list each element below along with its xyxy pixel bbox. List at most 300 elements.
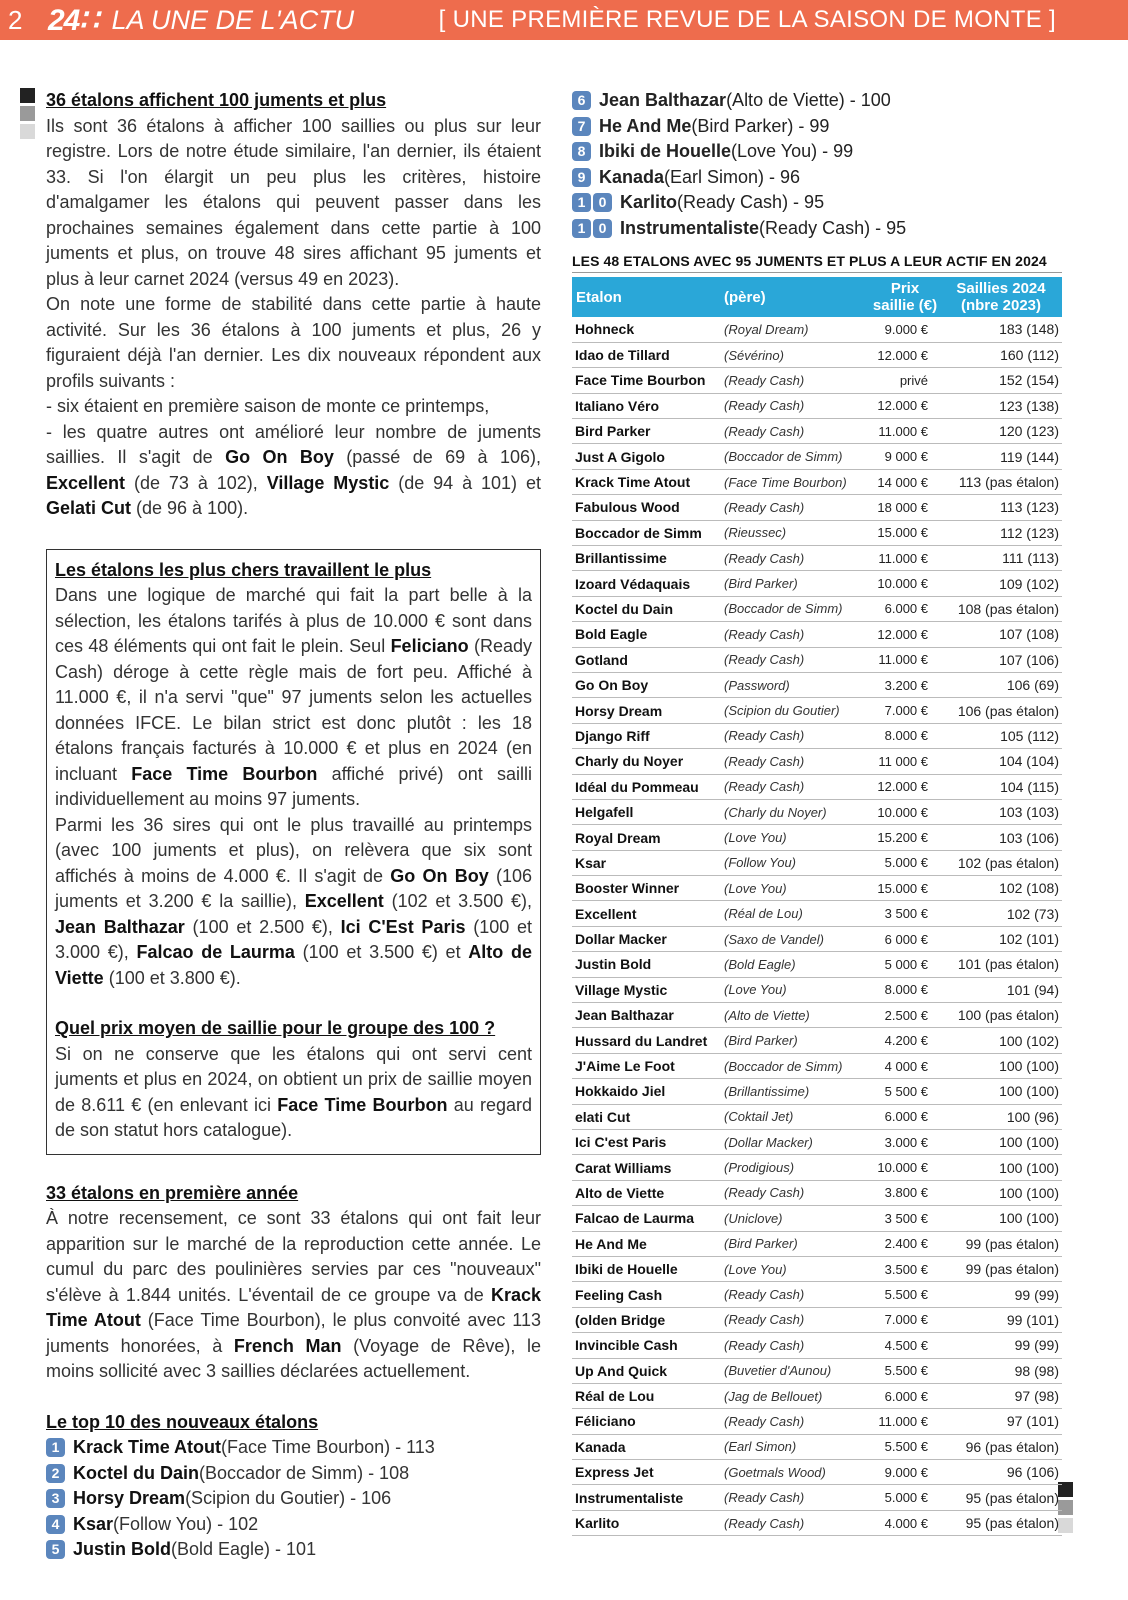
cell-etalon: Falcao de Laurma [572,1206,724,1231]
table-row [572,1180,1062,1205]
cell-prix: 3.000 € [870,1130,940,1155]
page-header [0,0,1128,40]
cell-etalon: He And Me [572,1231,724,1256]
cell-prix: 10.000 € [870,799,940,824]
cell-prix: 15.000 € [870,520,940,545]
cell-saillies: 108 (pas étalon) [940,596,1062,621]
stallion-name: Ibiki de Houelle [599,141,732,162]
cell-etalon: Brillantissime [572,546,724,571]
cell-prix: 3 500 € [870,1206,940,1231]
cell-etalon: Hokkaido Jiel [572,1079,724,1104]
cell-etalon: Express Jet [572,1460,724,1485]
cell-etalon: Helgafell [572,799,724,824]
list-item [572,114,1062,140]
cell-saillies: 103 (103) [940,799,1062,824]
rank-badge [572,117,593,136]
list-item [46,1537,541,1563]
stallion-detail: (Earl Simon) - 96 [664,166,801,187]
list-item [46,1435,541,1461]
cell-pere: (Alto de Viette) [724,1003,870,1028]
section-title: 33 étalons en première année [46,1182,299,1203]
table-row [572,444,1062,469]
cell-saillies: 152 (154) [940,368,1062,393]
rank-badge [572,142,593,161]
cell-saillies: 101 (pas étalon) [940,952,1062,977]
cell-saillies: 120 (123) [940,419,1062,444]
cell-saillies: 99 (pas étalon) [940,1256,1062,1281]
table-row [572,1282,1062,1307]
section-title: Le top 10 des nouveaux étalons [46,1411,319,1432]
cell-etalon: Bold Eagle [572,622,724,647]
page-number: 2 [8,4,23,35]
cell-etalon: Excellent [572,901,724,926]
rank-badge-digit: 1 [572,219,591,238]
cell-etalon: Hohneck [572,317,724,342]
cell-etalon: Jean Balthazar [572,1003,724,1028]
cell-pere: (Ready Cash) [724,647,870,672]
paragraph: On note une forme de stabilité dans cette partie à haute activité. Sur les 36 étalons à 100 juments et plus, 26 y figuraient déjà l'an dernier. Les dix nouveaux répondent aux profils suivants : [46,294,541,391]
cell-prix: 5.500 € [870,1358,940,1383]
cell-prix: 4.200 € [870,1028,940,1053]
cell-saillies: 103 (106) [940,825,1062,850]
cell-saillies: 109 (102) [940,571,1062,596]
section-marker-top [20,88,35,142]
list-item [572,139,1062,165]
table-row [572,495,1062,520]
cell-prix: 5 500 € [870,1079,940,1104]
stallion-name: Karlito [620,192,678,213]
table-row [572,901,1062,926]
cell-pere: (Buvetier d'Aunou) [724,1358,870,1383]
table-row [572,647,1062,672]
section-title: 36 étalons affichent 100 juments et plus [46,90,387,110]
stallion-name: Koctel du Dain [73,1462,200,1483]
cell-saillies: 95 (pas étalon) [940,1510,1062,1535]
stallion-detail: (Boccador de Simm) - 108 [199,1462,410,1483]
cell-etalon: elati Cut [572,1104,724,1129]
paragraph: Ils sont 36 étalons à afficher 100 saillies ou plus sur leur registre. Lors de notre étude similaire, l'an dernier, ils étaient 33. Si l'on élargit un peu plus les critères, histoire d'amalgamer les étalons qui peuvent passer dans les prochaines semaines également dans cette partie à 100 juments et plus, on trouve 48 sires affichant 95 juments et plus à leur carnet 2024 (versus 49 en 2023). [46,115,541,289]
rank-badge-digit: 0 [593,193,612,212]
cell-prix: 12.000 € [870,774,940,799]
cell-pere: (Ready Cash) [724,546,870,571]
cell-saillies: 107 (106) [940,647,1062,672]
box-title: Les étalons les plus chers travaillent le plus [55,559,432,580]
rank-badge [46,1540,67,1559]
cell-prix: 6.000 € [870,596,940,621]
cell-saillies: 100 (96) [940,1104,1062,1129]
cell-pere: (Ready Cash) [724,1510,870,1535]
cell-saillies: 112 (123) [940,520,1062,545]
cell-etalon: Dollar Macker [572,926,724,951]
top10-list-part1 [46,1435,541,1563]
cell-pere: (Ready Cash) [724,1180,870,1205]
cell-etalon: Go On Boy [572,672,724,697]
cell-saillies: 100 (100) [940,1130,1062,1155]
rank-badge-digit: 5 [46,1540,65,1559]
cell-etalon: Horsy Dream [572,698,724,723]
table-row [572,1206,1062,1231]
right-column [572,88,1062,1536]
cell-saillies: 96 (106) [940,1460,1062,1485]
cell-saillies: 106 (pas étalon) [940,698,1062,723]
cell-pere: (Love You) [724,1256,870,1281]
rank-badge-digit: 2 [46,1464,65,1483]
paragraph: - six étaient en première saison de monte ce printemps, [46,396,490,416]
stallions-table [572,277,1062,1536]
col-header-saillies: Saillies 2024 (nbre 2023) [940,277,1062,317]
cell-etalon: Ici C'est Paris [572,1130,724,1155]
cell-prix: 6.000 € [870,1104,940,1129]
rank-badge [572,219,614,238]
paragraph: Si on ne conserve que les étalons qui ont servi cent juments et plus en 2024, on obtient un prix de saillie moyen de 8.611 € (en enlevant ici Face Time Bourbon au regard de son statut hors catalogue). [55,1043,532,1140]
cell-prix: 8.000 € [870,723,940,748]
rank-badge-digit: 0 [593,219,612,238]
table-row [572,672,1062,697]
table-row [572,850,1062,875]
rank-badge-digit: 3 [46,1489,65,1508]
cell-pere: (Rieussec) [724,520,870,545]
cell-etalon: Ibiki de Houelle [572,1256,724,1281]
cell-prix: 5 000 € [870,952,940,977]
cell-etalon: Up And Quick [572,1358,724,1383]
cell-pere: (Réal de Lou) [724,901,870,926]
cell-prix: 14 000 € [870,469,940,494]
cell-pere: (Boccador de Simm) [724,1053,870,1078]
table-row [572,1053,1062,1078]
cell-prix: 3 500 € [870,901,940,926]
cell-pere: (Ready Cash) [724,1409,870,1434]
cell-saillies: 104 (104) [940,749,1062,774]
table-row [572,1307,1062,1332]
cell-pere: (Jag de Bellouet) [724,1383,870,1408]
table-row [572,799,1062,824]
cell-pere: (Boccador de Simm) [724,444,870,469]
cell-pere: (Brillantissime) [724,1079,870,1104]
cell-etalon: Face Time Bourbon [572,368,724,393]
cell-saillies: 100 (100) [940,1079,1062,1104]
cell-etalon: Just A Gigolo [572,444,724,469]
cell-saillies: 99 (99) [940,1282,1062,1307]
paragraph: Parmi les 36 sires qui ont le plus travaillé au printemps (avec 100 juments et plus), on relèvera que six sont affichés à moins de 4.000 €. Il s'agit de Go On Boy (106 juments et 3.200 € la saillie), Excellent (102 et 3.500 €), Jean Balthazar (100 et 2.500 €), Ici C'Est Paris (100 et 3.000 €), Falcao de Laurma (100 et 3.500 €) et Alto de Viette (100 et 3.800 €). [55,814,533,988]
cell-saillies: 96 (pas étalon) [940,1434,1062,1459]
table-row [572,1104,1062,1129]
cell-saillies: 102 (108) [940,876,1062,901]
cell-pere: (Love You) [724,825,870,850]
header-tagline: [ UNE PREMIÈRE REVUE DE LA SAISON DE MONTE ] [438,6,1056,33]
cell-saillies: 100 (102) [940,1028,1062,1053]
rank-badge-digit: 1 [572,193,591,212]
cell-pere: (Password) [724,672,870,697]
stallion-detail: (Face Time Bourbon) - 113 [221,1437,435,1457]
cell-saillies: 105 (112) [940,723,1062,748]
cell-pere: (Love You) [724,876,870,901]
rank-badge-digit: 1 [46,1438,65,1457]
cell-etalon: Kanada [572,1434,724,1459]
cell-prix: 11.000 € [870,1409,940,1434]
list-item [46,1461,541,1487]
table-row [572,1510,1062,1535]
cell-saillies: 100 (100) [940,1155,1062,1180]
table-row [572,469,1062,494]
cell-saillies: 106 (69) [940,672,1062,697]
rank-badge-digit: 8 [572,142,591,161]
rank-badge-digit: 6 [572,91,591,110]
cell-saillies: 95 (pas étalon) [940,1485,1062,1510]
cell-prix: 18 000 € [870,495,940,520]
table-row [572,571,1062,596]
box-title: Quel prix moyen de saillie pour le groupe des 100 ? [55,1018,496,1038]
cell-pere: (Ready Cash) [724,1282,870,1307]
cell-etalon: Village Mystic [572,977,724,1002]
cell-pere: (Ready Cash) [724,1333,870,1358]
table-row [572,1256,1062,1281]
table-header-row [572,277,1062,317]
table-row [572,520,1062,545]
table-row [572,1409,1062,1434]
cell-saillies: 102 (pas étalon) [940,850,1062,875]
cell-prix: 4.500 € [870,1333,940,1358]
table-row [572,419,1062,444]
stallion-name: Justin Bold [73,1539,171,1559]
cell-pere: (Charly du Noyer) [724,799,870,824]
cell-saillies: 119 (144) [940,444,1062,469]
cell-etalon: Justin Bold [572,952,724,977]
table-row [572,546,1062,571]
cell-etalon: Instrumentaliste [572,1485,724,1510]
cell-pere: (Follow You) [724,850,870,875]
cell-prix: privé [870,368,940,393]
cell-etalon: Booster Winner [572,876,724,901]
table-row [572,1333,1062,1358]
table-row [572,926,1062,951]
table-row [572,596,1062,621]
cell-prix: 3.200 € [870,672,940,697]
cell-pere: (Bold Eagle) [724,952,870,977]
table-row [572,774,1062,799]
cell-prix: 11 000 € [870,749,940,774]
cell-saillies: 123 (138) [940,393,1062,418]
table-row [572,368,1062,393]
cell-saillies: 111 (113) [940,546,1062,571]
cell-etalon: Idao de Tillard [572,342,724,367]
cell-etalon: Feeling Cash [572,1282,724,1307]
cell-etalon: Ksar [572,850,724,875]
cell-prix: 7.000 € [870,698,940,723]
cell-prix: 10.000 € [870,1155,940,1180]
cell-pere: (Royal Dream) [724,317,870,342]
cell-pere: (Uniclove) [724,1206,870,1231]
table-row [572,622,1062,647]
cell-prix: 5.500 € [870,1434,940,1459]
list-item [572,190,1062,216]
cell-prix: 2.500 € [870,1003,940,1028]
cell-etalon: Izoard Védaquais [572,571,724,596]
stallion-name: Krack Time Atout [73,1437,222,1457]
stallion-detail: (Scipion du Goutier) - 106 [185,1488,392,1508]
cell-etalon: Charly du Noyer [572,749,724,774]
cell-pere: (Sévérino) [724,342,870,367]
paragraph: - les quatre autres ont amélioré leur nombre de juments saillies. Il s'agit de Go On Boy (passé de 69 à 106), Excellent (de 73 à 102), Village Mystic (de 94 à 101) et Gelati Cut (de 96 à 100). [46,421,541,518]
cell-pere: (Earl Simon) [724,1434,870,1459]
cell-etalon: Boccador de Simm [572,520,724,545]
cell-prix: 4 000 € [870,1053,940,1078]
list-item [572,88,1062,114]
stallion-name: Horsy Dream [73,1488,186,1508]
table-row [572,723,1062,748]
stallion-name: Ksar [73,1513,114,1534]
paragraph: Dans une logique de marché qui fait la part belle à la sélection, les étalons tarifés à plus de 10.000 € sont dans ces 48 éléments qui ont fait le plein. Seul Feliciano (Ready Cash) déroge à cette règle mais de fort peu. Affiché à 11.000 €, il n'a servi "que" 97 juments selon les actuelles données IFCE. Le bilan strict est donc plutôt : les 18 étalons français facturés à 10.000 € et plus en 2024 (en incluant Face Time Bourbon affiché privé) ont sailli individuellement au moins 97 juments. [55,585,532,809]
rubric-title: LA UNE DE L'ACTU [111,4,355,35]
cell-saillies: 99 (101) [940,1307,1062,1332]
table-row [572,876,1062,901]
cell-etalon: Django Riff [572,723,724,748]
table-row [572,1155,1062,1180]
rank-badge-digit: 9 [572,168,591,187]
cell-etalon: Karlito [572,1510,724,1535]
cell-pere: (Ready Cash) [724,723,870,748]
table-row [572,1003,1062,1028]
cell-prix: 15.200 € [870,825,940,850]
cell-prix: 5.000 € [870,1485,940,1510]
rank-badge [46,1489,67,1508]
cell-saillies: 107 (108) [940,622,1062,647]
table-row [572,1130,1062,1155]
rank-badge [572,193,614,212]
cell-pere: (Ready Cash) [724,419,870,444]
list-item [572,165,1062,191]
info-box [46,549,541,1155]
table-row [572,393,1062,418]
table-row [572,1358,1062,1383]
cell-prix: 4.000 € [870,1510,940,1535]
top10-list-part2 [572,88,1062,241]
cell-pere: (Ready Cash) [724,774,870,799]
cell-saillies: 97 (98) [940,1383,1062,1408]
stallion-name: Kanada [599,166,665,187]
stallion-name: He And Me [599,115,692,136]
cell-prix: 9 000 € [870,444,940,469]
table-row [572,1028,1062,1053]
cell-prix: 12.000 € [870,622,940,647]
stallion-detail: (Ready Cash) - 95 [759,217,907,238]
rank-badge [572,91,593,110]
table-row [572,1079,1062,1104]
cell-pere: (Ready Cash) [724,368,870,393]
table-row [572,1383,1062,1408]
cell-etalon: Idéal du Pommeau [572,774,724,799]
cell-etalon: Bird Parker [572,419,724,444]
col-header-etalon: Etalon [572,277,724,317]
cell-etalon: Invincible Cash [572,1333,724,1358]
cell-prix: 5.000 € [870,850,940,875]
cell-prix: 3.500 € [870,1256,940,1281]
table-row [572,977,1062,1002]
cell-pere: (Ready Cash) [724,1485,870,1510]
cell-pere: (Ready Cash) [724,1307,870,1332]
cell-prix: 5.500 € [870,1282,940,1307]
cell-prix: 6 000 € [870,926,940,951]
left-column [46,88,541,1563]
cell-pere: (Love You) [724,977,870,1002]
stallion-detail: (Love You) - 99 [731,141,854,162]
rank-badge [46,1515,67,1534]
cell-saillies: 113 (pas étalon) [940,469,1062,494]
cell-etalon: Carat Williams [572,1155,724,1180]
stallion-detail: (Bold Eagle) - 101 [171,1539,317,1559]
stallion-detail: (Bird Parker) - 99 [691,115,830,136]
cell-pere: (Dollar Macker) [724,1130,870,1155]
cell-saillies: 104 (115) [940,774,1062,799]
cell-saillies: 102 (73) [940,901,1062,926]
cell-saillies: 99 (pas étalon) [940,1231,1062,1256]
cell-prix: 7.000 € [870,1307,940,1332]
cell-etalon: Alto de Viette [572,1180,724,1205]
stallion-detail: (Follow You) - 102 [113,1513,259,1534]
table-row [572,1460,1062,1485]
cell-etalon: J'Aime Le Foot [572,1053,724,1078]
cell-pere: (Boccador de Simm) [724,596,870,621]
table-row [572,952,1062,977]
col-header-prix: Prix saillie (€) [870,277,940,317]
cell-pere: (Ready Cash) [724,622,870,647]
cell-prix: 12.000 € [870,342,940,367]
cell-saillies: 99 (99) [940,1333,1062,1358]
cell-etalon: Fabulous Wood [572,495,724,520]
table-row [572,1434,1062,1459]
cell-prix: 10.000 € [870,571,940,596]
cell-pere: (Ready Cash) [724,393,870,418]
magazine-logo: 24∷ [48,3,98,37]
cell-saillies: 113 (123) [940,495,1062,520]
rank-badge-digit: 4 [46,1515,65,1534]
cell-etalon: Royal Dream [572,825,724,850]
cell-prix: 15.000 € [870,876,940,901]
table-row [572,1231,1062,1256]
cell-etalon: Gotland [572,647,724,672]
cell-pere: (Ready Cash) [724,495,870,520]
cell-prix: 11.000 € [870,419,940,444]
paragraph: À notre recensement, ce sont 33 étalons qui ont fait leur apparition sur le marché de la reproduction cette année. Le cumul du parc des poulinières servies par ces "nouveaux" s'élève à 1.844 unités. L'éventail de ce groupe va de Krack Time Atout (Face Time Bourbon), le plus convoité avec 113 juments honorées, à French Man (Voyage de Rêve), le moins sollicité avec 3 saillies déclarées actuellement. [46,1208,541,1381]
cell-pere: (Scipion du Goutier) [724,698,870,723]
cell-pere: (Face Time Bourbon) [724,469,870,494]
cell-saillies: 101 (94) [940,977,1062,1002]
cell-pere: (Saxo de Vandel) [724,926,870,951]
table-row [572,749,1062,774]
cell-etalon: Hussard du Landret [572,1028,724,1053]
cell-prix: 2.400 € [870,1231,940,1256]
table-row [572,342,1062,367]
cell-saillies: 183 (148) [940,317,1062,342]
cell-etalon: Italiano Véro [572,393,724,418]
cell-saillies: 98 (98) [940,1358,1062,1383]
table-row [572,317,1062,342]
table-title: LES 48 ETALONS AVEC 95 JUMENTS ET PLUS A LEUR ACTIF EN 2024 [572,253,1062,273]
list-item [572,216,1062,242]
cell-prix: 8.000 € [870,977,940,1002]
cell-prix: 12.000 € [870,393,940,418]
cell-saillies: 100 (100) [940,1053,1062,1078]
rank-badge [572,168,593,187]
cell-saillies: 100 (pas étalon) [940,1003,1062,1028]
cell-etalon: Krack Time Atout [572,469,724,494]
cell-saillies: 100 (100) [940,1180,1062,1205]
stallion-name: Jean Balthazar [599,90,727,111]
cell-pere: (Bird Parker) [724,571,870,596]
list-item [46,1486,541,1512]
cell-saillies: 160 (112) [940,342,1062,367]
cell-prix: 9.000 € [870,317,940,342]
cell-etalon: Koctel du Dain [572,596,724,621]
